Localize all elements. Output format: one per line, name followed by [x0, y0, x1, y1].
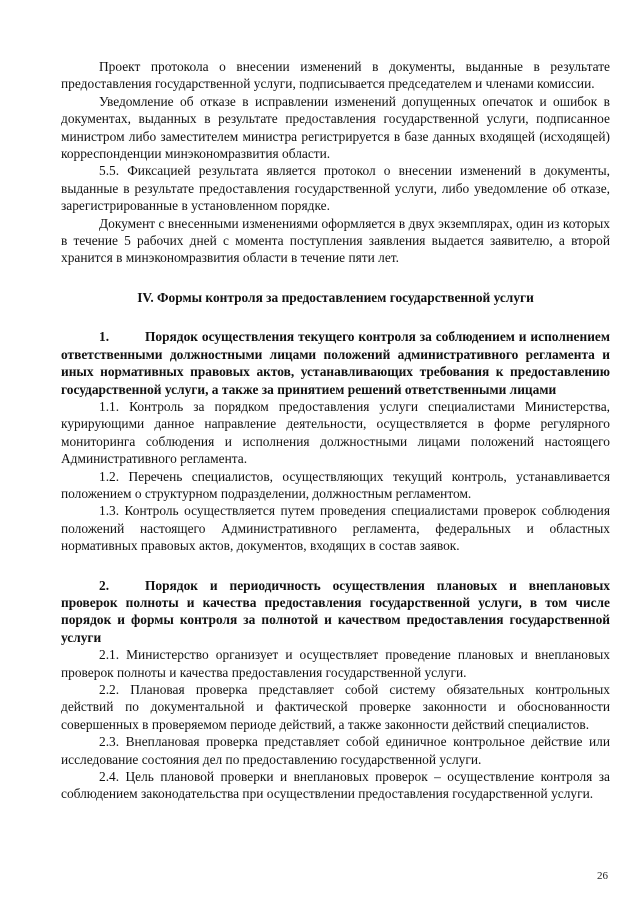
subsection-1-number: 1. — [99, 329, 110, 345]
spacer — [61, 555, 610, 577]
paragraph-5-5: 5.5. Фиксацией результата является протокол о внесении изменений в документы, выданные в результате предоставления государственной услуги, либо уведомление об отказе, зарегистрированные в установленном порядке. — [61, 163, 610, 214]
document-page — [61, 58, 610, 803]
subsection-2-heading-text: Порядок и периодичность осуществления плановых и внеплановых проверок полноты и качества предоставления государственной услуги, в том числе порядок и формы контроля за полнотой и качеством предоставления государственной услуги — [61, 577, 610, 645]
paragraph-protocol-draft: Проект протокола о внесении изменений в документы, выданные в результате предоставления государственной услуги, подписывается председателем и членами комиссии. — [61, 59, 610, 92]
paragraph-2-2: 2.2. Плановая проверка представляет собой систему обязательных контрольных действий по документальной и фактической проверке законности и обоснованности совершенных в проверяемом периоде действий, а также законности действий специалистов. — [61, 682, 610, 732]
subsection-2-number: 2. — [99, 577, 110, 593]
paragraph-1-2: 1.2. Перечень специалистов, осуществляющих текущий контроль, устанавливается положением о структурном подразделении, должностным регламентом. — [61, 468, 610, 501]
subsection-2-heading — [61, 577, 610, 647]
spacer — [61, 267, 610, 289]
subsection-1-heading-text: Порядок осуществления текущего контроля за соблюдением и исполнением ответственными должностными лицами положений административного регламента и иных нормативных правовых актов, устанавливающих требования к предоставлению государственной услуги, а также за принятием решений ответственными лицами — [61, 329, 610, 397]
paragraph-copies: Документ с внесенными изменениями оформляется в двух экземплярах, один из которых в течение 5 рабочих дней с момента поступления заявления выдается заявителю, а второй хранится в минэкономразвития области в течение пяти лет. — [61, 215, 610, 266]
paragraph-1-3: 1.3. Контроль осуществляется путем проведения специалистами проверок соблюдения положений настоящего Административного регламента, федеральных и областных нормативных правовых актов, документов, входящих в состав заявок. — [61, 503, 610, 554]
paragraph-2-4: 2.4. Цель плановой проверки и внеплановых проверок – осуществление контроля за соблюдением законодательства при осуществлении предоставления государственной услуги. — [61, 769, 610, 802]
paragraph-refusal-notice: Уведомление об отказе в исправлении изменений допущенных опечаток и ошибок в документах, выданных в результате предоставления государственной услуги, подписанное министром либо заместителем министра регистрируется в базе данных входящей (исходящей) корреспонденции минэкономразвития области. — [61, 93, 610, 162]
paragraph-1-1: 1.1. Контроль за порядком предоставления услуги специалистами Министерства, курирующими данное направление деятельности, осуществляется в форме регулярного мониторинга соблюдения и исполнения должностными лицами положений настоящего Административного регламента. — [61, 398, 610, 467]
page-number: 26 — [597, 870, 608, 882]
spacer — [61, 306, 610, 328]
section-title: IV. Формы контроля за предоставлением государственной услуги — [137, 289, 534, 305]
subsection-1-heading — [61, 328, 610, 398]
paragraph-2-3: 2.3. Внеплановая проверка представляет собой единичное контрольное действие или исследование состояния дел по предоставлению государственной услуги. — [61, 734, 610, 767]
paragraph-2-1: 2.1. Министерство организует и осуществляет проведение плановых и внеплановых проверок полноты и качества предоставления государственной услуги. — [61, 647, 610, 680]
